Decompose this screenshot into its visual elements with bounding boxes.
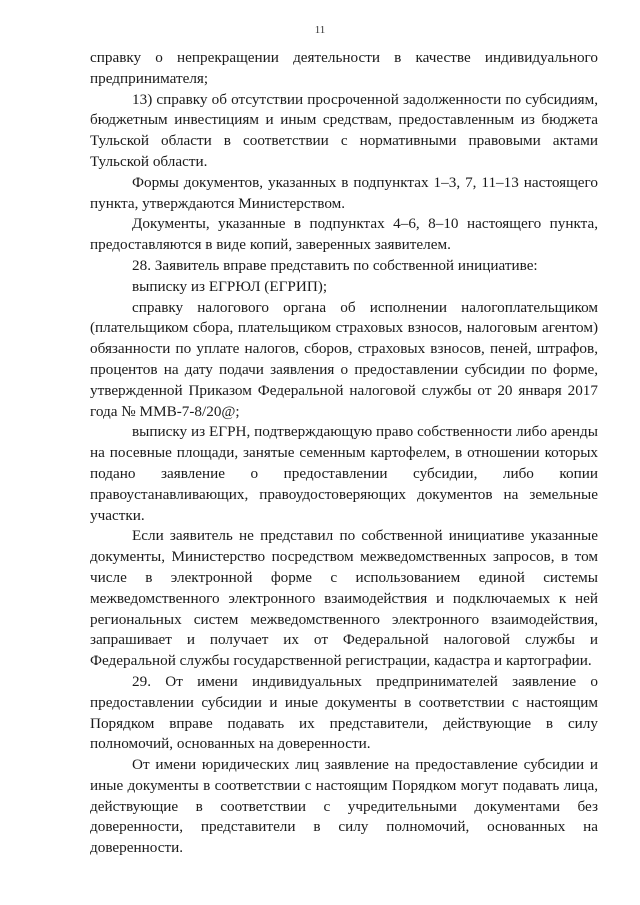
paragraph-continuation: справку о непрекращении деятельности в качестве индивидуального предпринимателя; [90,49,598,87]
paragraph-interagency-requests: Если заявитель не представил по собственной инициативе указанные документы, Министерство посредством межведомственных запросов, в том числе в электронной форме с использованием единой системы межведомственного электронного взаимодействия и подключаемых к ней региональных систем межведомственного электронного взаимодействия, запрашивает и получает их от Федеральной налоговой службы и Федеральной службы государственной регистрации, кадастра и картографии. [90,527,598,670]
page-number: 11 [314,24,326,36]
paragraph-egrul: выписку из ЕГРЮЛ (ЕГРИП); [132,277,328,295]
paragraph-section-28: 28. Заявитель вправе представить по собственной инициативе: [132,256,538,274]
document-body [90,48,598,859]
paragraph-copies: Документы, указанные в подпунктах 4–6, 8–10 настоящего пункта, предоставляются в виде копий, заверенных заявителем. [90,215,598,254]
paragraph-tax-certificate: справку налогового органа об исполнении налогоплательщиком (плательщиком сбора, плательщиком страховых взносов, налоговым агентом) обязанности по уплате налогов, сборов, страховых взносов, пеней, штрафов, процентов на дату подачи заявления о предоставлении субсидии по форме, утвержденной Приказом Федеральной налоговой службы от 20 января 2017 года № ММВ-7-8/20@; [90,298,598,420]
paragraph-legal-entities: От имени юридических лиц заявление на предоставление субсидии и иные документы в соответствии с настоящим Порядком могут подавать лица, действующие в соответствии с учредительными документами без доверенности, представители в силу полномочий, основанных на доверенности. [90,756,598,857]
paragraph-item-13: 13) справку об отсутствии просроченной задолженности по субсидиям, бюджетным инвестициям и иным средствам, предоставленным из бюджета Тульской области в соответствии с нормативными правовыми актами Тульской области. [90,90,598,170]
paragraph-forms: Формы документов, указанных в подпунктах 1–3, 7, 11–13 настоящего пункта, утверждаются Министерством. [90,173,598,212]
paragraph-egrn: выписку из ЕГРН, подтверждающую право собственности либо аренды на посевные площади, занятые семенным картофелем, в отношении которых подано заявление о предоставлении субсидии, либо копии правоустанавливающих, правоудостоверяющих документов на земельные участки. [90,423,598,524]
paragraph-section-29: 29. От имени индивидуальных предпринимателей заявление о предоставлении субсидии и иные документы в соответствии с настоящим Порядком вправе подавать их представители, действующие в силу полномочий, основанных на доверенности. [90,672,598,753]
